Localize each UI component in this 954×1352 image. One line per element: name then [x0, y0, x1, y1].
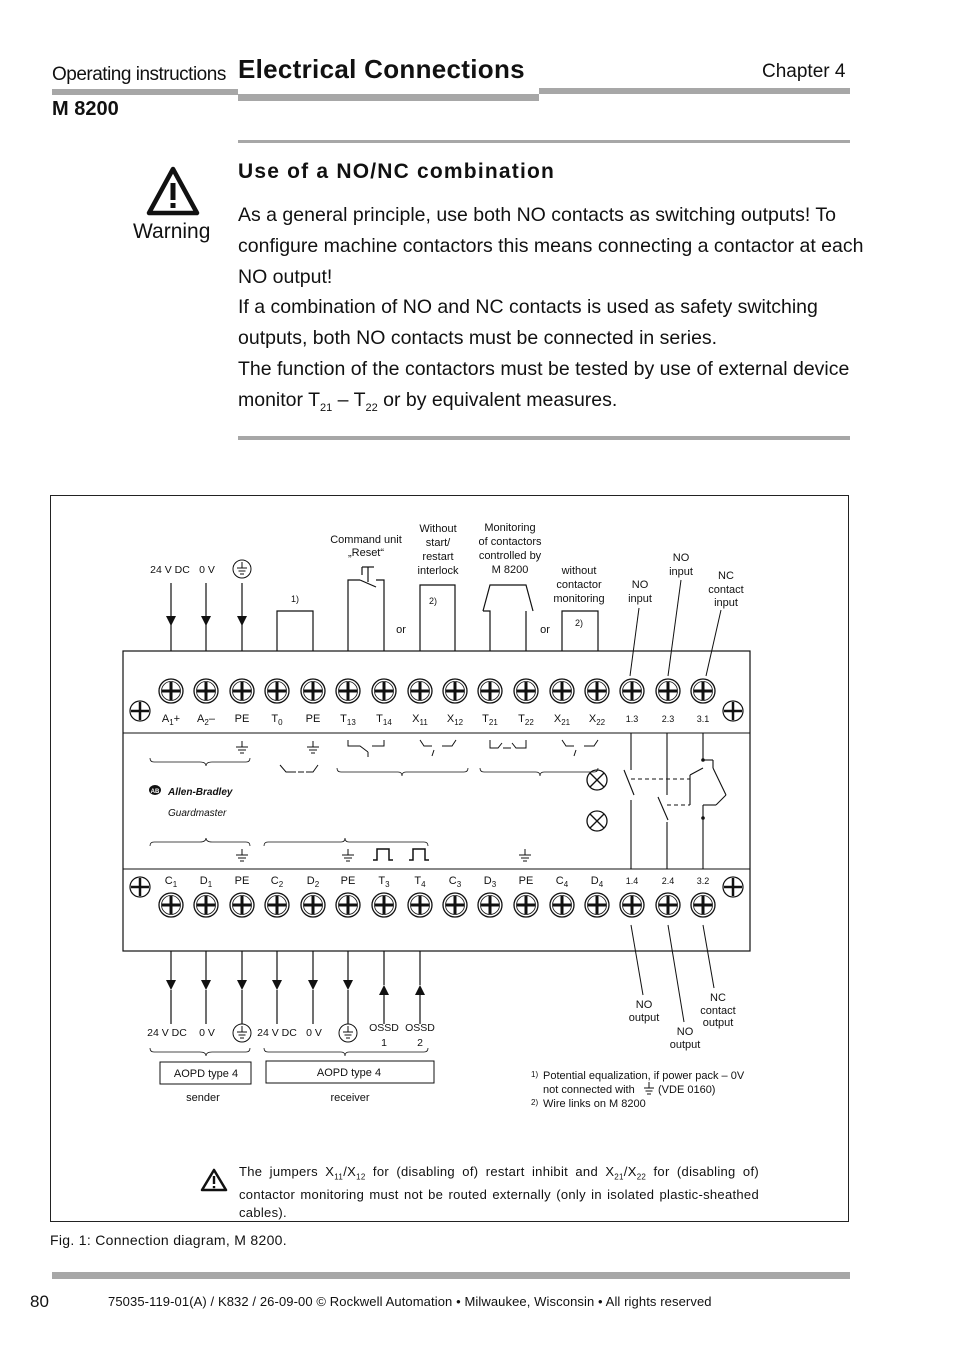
terminal-label-top-7: $T_{14}$: [376, 713, 392, 727]
label-monitoring-3: controlled by: [478, 550, 542, 562]
terminal-label-top-2: $A_2-$: [197, 713, 215, 727]
terminal-screw-bottom-5: [301, 893, 325, 917]
label-without-mon-3: monitoring: [553, 593, 605, 605]
footnote-mark-2b: 2): [575, 618, 584, 628]
label-nc-input-3: input: [714, 597, 738, 609]
label-no-output-a-2: output: [628, 1012, 660, 1024]
label-receiver: receiver: [330, 1092, 370, 1104]
fn1-mark: 1): [531, 1070, 539, 1079]
terminal-screw-top-2: [194, 679, 218, 703]
label-nc-input-1: NC: [718, 570, 734, 582]
terminal-label-bottom-15: 2.4: [661, 876, 675, 886]
terminal-screw-top-13: [585, 679, 609, 703]
terminal-screw-top-3: [230, 679, 254, 703]
terminal-screw-bottom-1: [159, 893, 183, 917]
brace-power: [150, 758, 250, 766]
terminal-label-top-3: PE: [234, 713, 250, 725]
terminal-screw-bottom-12: [550, 893, 574, 917]
paragraph-1: As a general principle, use both NO contacts as switching outputs! To configure machine contactors this means connecting a contactor at each NO output!: [238, 204, 864, 288]
label-reset: „Reset“: [347, 547, 385, 559]
label-nc-input-2: contact: [708, 584, 744, 596]
terminal-label-bottom-5: $D_2$: [306, 875, 320, 889]
terminal-screw-top-5: [301, 679, 325, 703]
link-t0-pe: [277, 611, 313, 651]
ground-symbol-low-2: [342, 849, 354, 861]
leader-no-input-b: [668, 580, 681, 676]
ground-icon-footnote: [644, 1082, 654, 1094]
terminal-screw-bottom-4: [265, 893, 289, 917]
terminal-screw-top-10: [478, 679, 502, 703]
paragraph-2: If a combination of NO and NC contacts is used as safety switching outputs, both NO contacts must be connected in series.: [238, 296, 818, 350]
internal-feedback-symbol: [490, 740, 526, 748]
pulse-icon-t4: [409, 849, 429, 860]
figure-caption: Fig. 1: Connection diagram, M 8200.: [50, 1232, 287, 1248]
terminal-label-bottom-10: $D_3$: [483, 875, 497, 889]
label-nc-output-3: output: [702, 1017, 734, 1029]
terminal-label-top-6: $T_{13}$: [340, 713, 356, 727]
top-terminal-labels: [162, 713, 709, 727]
ground-symbol-mid-2: [307, 741, 319, 753]
label-0v-top: 0 V: [199, 564, 215, 576]
terminal-label-top-8: $X_{11}$: [412, 713, 428, 727]
internal-interlock-symbol: [420, 740, 456, 756]
terminal-label-bottom-11: PE: [518, 875, 534, 887]
label-no-input-a-2: input: [628, 593, 652, 605]
label-no-output-b-2: output: [669, 1039, 701, 1051]
terminal-label-top-14: 1.3: [625, 714, 639, 724]
terminal-screw-bottom-15: [656, 893, 680, 917]
terminal-screw-top-7: [372, 679, 396, 703]
label-without-mon-1: without: [561, 565, 597, 577]
label-aopd-sender: AOPD type 4: [173, 1068, 239, 1080]
pulse-icon-t3: [373, 849, 393, 860]
terminal-label-top-10: $T_{21}$: [482, 713, 498, 727]
label-nc-output-1: NC: [710, 992, 726, 1004]
terminal-screw-top-16: [691, 679, 715, 703]
terminal-label-bottom-6: PE: [340, 875, 356, 887]
label-sender-24v: 24 V DC: [147, 1027, 187, 1039]
terminal-screw-top-6: [336, 679, 360, 703]
terminal-screw-top-4: [265, 679, 289, 703]
warning-label: Warning: [133, 220, 211, 243]
ground-icon-receiver: [339, 1024, 357, 1042]
header-section-label: Operating instructions: [52, 64, 226, 85]
terminal-screw-bottom-14: [620, 893, 644, 917]
terminal-label-bottom-8: $T_4$: [414, 875, 426, 889]
label-nc-output-2: contact: [700, 1005, 736, 1017]
label-24vdc-top: 24 V DC: [150, 564, 190, 576]
internal-x21x22-symbol: [562, 740, 598, 756]
bottom-arrows: [171, 951, 420, 1024]
terminal-label-top-9: $X_{12}$: [446, 713, 464, 727]
bottom-terminal-screws: [159, 893, 715, 917]
brace-sender-internal: [150, 838, 250, 846]
brace-receiver-internal: [264, 838, 428, 846]
label-ossd2-a: OSSD: [405, 1022, 435, 1034]
footer-rule: [52, 1272, 850, 1279]
terminal-label-top-16: 3.1: [696, 714, 710, 724]
terminal-screw-top-8: [408, 679, 432, 703]
label-monitoring-4: M 8200: [491, 564, 529, 576]
fn1-line2b: (VDE 0160): [658, 1084, 716, 1096]
label-without-3: restart: [422, 551, 454, 563]
chapter-label: Chapter 4: [762, 61, 846, 82]
terminal-screw-top-9: [443, 679, 467, 703]
terminal-label-bottom-12: $C_4$: [555, 875, 569, 889]
link-x11-x12: [420, 585, 455, 651]
brand-name: Allen-Bradley: [168, 787, 233, 798]
leader-no-output-b: [668, 925, 684, 1022]
figure-note: The jumpers $X_{11}/X_{12}$ for (disabling of) restart inhibit and $X_{21}/X_{22}$ for (disabling of) contactor monitoring must not be routed externally (only in isolated plastic-sheathed cables).: [239, 1164, 759, 1220]
terminal-screw-bottom-6: [336, 893, 360, 917]
ground-symbol-low-1: [236, 849, 248, 861]
label-sender-0v: 0 V: [199, 1027, 215, 1039]
terminal-label-top-5: PE: [305, 713, 321, 725]
label-no-input-a-1: NO: [631, 579, 649, 591]
terminal-label-top-4: $T_0$: [271, 713, 283, 727]
terminal-label-top-11: $T_{22}$: [518, 713, 534, 727]
terminal-screw-top-15: [656, 679, 680, 703]
page-number: 80: [30, 1292, 49, 1311]
internal-t0-symbol: [280, 765, 296, 772]
link-x21-x22: [562, 611, 598, 651]
label-no-input-b-2: input: [669, 566, 693, 578]
brace-receiver: [264, 1048, 428, 1056]
terminal-screw-bottom-13: [585, 893, 609, 917]
relay-contacts-symbol: [624, 733, 726, 869]
terminal-label-bottom-4: $C_2$: [270, 875, 284, 889]
terminal-label-bottom-3: PE: [234, 875, 250, 887]
terminal-screw-bottom-3: [230, 893, 254, 917]
status-lamp-icon-1: [587, 770, 607, 790]
brace-sender: [150, 1048, 250, 1056]
terminal-label-bottom-16: 3.2: [696, 876, 710, 886]
terminal-label-bottom-13: $D_4$: [590, 875, 604, 889]
terminal-screw-bottom-16: [691, 893, 715, 917]
fn2-line: Wire links on M 8200: [543, 1098, 646, 1110]
terminal-label-top-12: $X_{21}$: [553, 713, 571, 727]
mount-screw-left-top: [130, 701, 150, 721]
mount-screw-right-top: [723, 701, 743, 721]
model-name: M 8200: [52, 98, 119, 120]
label-ossd2-b: 2: [417, 1037, 423, 1049]
leader-no-output-a: [631, 925, 643, 995]
reset-button-symbol: [348, 567, 384, 651]
terminal-label-top-15: 2.3: [661, 714, 675, 724]
label-monitoring-1: Monitoring: [484, 522, 536, 534]
label-without-mon-2: contactor: [556, 579, 602, 591]
leader-nc-input: [706, 610, 721, 676]
fn2-mark: 2): [531, 1098, 539, 1107]
label-ossd1-b: 1: [381, 1037, 387, 1049]
label-or-2: or: [540, 624, 550, 636]
label-or-1: or: [396, 624, 406, 636]
terminal-screw-bottom-8: [408, 893, 432, 917]
svg-text:AB: AB: [150, 789, 160, 795]
label-no-output-b-1: NO: [676, 1026, 694, 1038]
terminal-screw-top-14: [620, 679, 644, 703]
brace-monitor: [480, 768, 598, 776]
label-no-input-b-1: NO: [672, 552, 690, 564]
leader-no-input-a: [630, 608, 639, 676]
leader-nc-output: [703, 925, 714, 988]
terminal-screw-bottom-2: [194, 893, 218, 917]
terminal-screw-bottom-9: [443, 893, 467, 917]
terminal-label-bottom-2: $D_1$: [199, 875, 213, 889]
ground-icon-sender: [233, 1024, 251, 1042]
terminal-label-bottom-14: 1.4: [625, 876, 639, 886]
contactor-feedback-symbol: [483, 585, 533, 651]
label-no-output-a-1: NO: [635, 999, 653, 1011]
fn1-line1: Potential equalization, if power pack – 0V: [543, 1070, 745, 1082]
section-heading: Use of a NO/NC combination: [238, 160, 556, 183]
mount-screw-right-bottom: [723, 877, 743, 897]
terminal-screw-bottom-10: [478, 893, 502, 917]
label-aopd-receiver: AOPD type 4: [316, 1067, 382, 1079]
terminal-label-bottom-7: $T_3$: [378, 875, 390, 889]
terminal-screw-top-1: [159, 679, 183, 703]
label-ossd1-a: OSSD: [369, 1022, 399, 1034]
footnote-mark-2a: 2): [429, 596, 438, 606]
ground-icon-top: [233, 560, 251, 578]
footnote-mark-1-top: 1): [291, 594, 300, 604]
note-warning-icon: [202, 1170, 226, 1190]
label-command-unit: Command unit: [330, 534, 402, 546]
paragraph-3: The function of the contactors must be tested by use of external device monitor $T_{21} - T_{22}$ or by equivalent measures.: [238, 357, 850, 414]
terminal-screw-top-12: [550, 679, 574, 703]
terminal-screw-bottom-7: [372, 893, 396, 917]
terminal-screw-bottom-11: [514, 893, 538, 917]
internal-reset-symbol: [348, 740, 384, 757]
bottom-terminal-labels: [165, 875, 709, 889]
terminal-label-bottom-1: $C_1$: [164, 875, 178, 889]
mount-screw-left-bottom: [130, 877, 150, 897]
ground-symbol-low-3: [519, 849, 531, 861]
terminal-label-top-13: $X_{22}$: [588, 713, 606, 727]
status-lamp-icon-2: [587, 811, 607, 831]
allen-bradley-logo: [149, 785, 161, 795]
terminal-label-top-1: $A_1+$: [161, 713, 181, 727]
fn1-line2a: not connected with: [543, 1084, 635, 1096]
label-without-4: interlock: [417, 565, 459, 577]
ground-symbol-mid-1: [236, 741, 248, 753]
page-title: Electrical Connections: [238, 54, 525, 84]
terminal-label-bottom-9: $C_3$: [448, 875, 462, 889]
label-receiver-24v: 24 V DC: [257, 1027, 297, 1039]
label-sender: sender: [186, 1092, 220, 1104]
footer-text: 75035-119-01(A) / K832 / 26-09-00 © Rockwell Automation • Milwaukee, Wisconsin • All rights reserved: [108, 1294, 712, 1309]
brace-reset: [337, 768, 468, 776]
label-monitoring-2: of contactors: [478, 536, 542, 548]
brand-product: Guardmaster: [168, 808, 227, 819]
label-receiver-0v: 0 V: [306, 1027, 322, 1039]
terminal-screw-top-11: [514, 679, 538, 703]
label-without-2: start/: [425, 537, 451, 549]
label-without-1: Without: [419, 523, 457, 535]
top-terminal-screws: [159, 679, 715, 703]
